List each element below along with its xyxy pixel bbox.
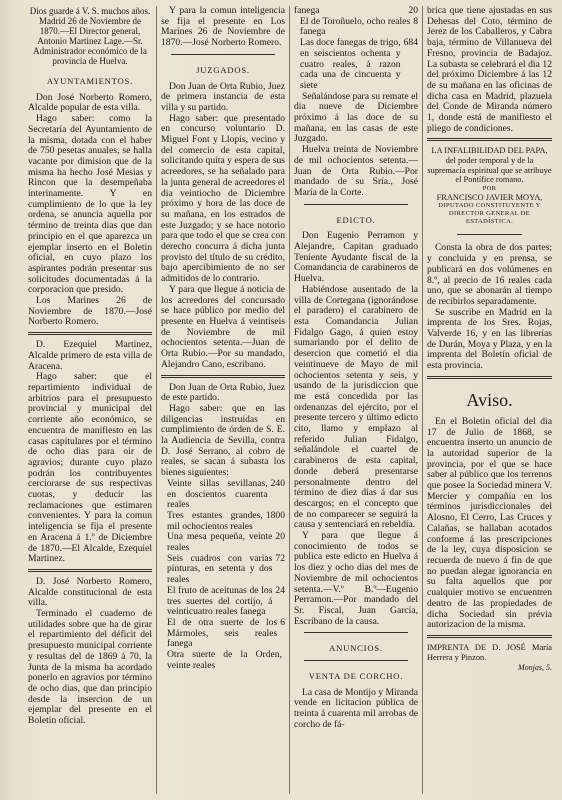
divider xyxy=(304,660,408,661)
column-3 xyxy=(290,6,423,794)
ad-body: Hago saber: que presentado en concurso voluntario D. Miguel Font y Llopis, vecino y del comercio de esta capital, solicitando quita y espera de sus acreedores, se ha señalado para la junta general de acreedores el dia veintiocho de Diciembre próximo y hora de las doce de su mañana, en los estrados de este Juzgado; y se hace notorio para que todo el que se crea con derecho concurra á dicha junta provisto del título de su crédito, bajo apercibimiento de no ser admitidos de lo contrario. xyxy=(161,112,285,285)
section-heading-anuncios: ANUNCIOS. xyxy=(329,643,383,654)
auction-item: Las doce fanegas de trigo, en seiscientos ochenta y cuatro reales, á razon cada una de cincuenta y siete 684 xyxy=(300,37,418,91)
ad-body: Consta la obra de dos partes; y concluida y en prensa, se publicará en dos volúmenes en 8.º, al precio de 16 reales cada uno, que se abonarán al tiempo de recibirlos separadamente. xyxy=(427,242,552,307)
book-by: POR xyxy=(482,184,497,192)
ad-body: Se suscribe en Madrid en la imprenta de los Sres. Rojas, Valverde 16, y en las librerías de Durán, Moya y Plaza, y en la imprenta del Boletín oficial de esta provincia. xyxy=(427,306,552,372)
auction-item: El fruto de aceitunas de los tres suertes del cortijo, á veinticuatro reales fanega 24 xyxy=(167,584,285,618)
auction-item: Otra suerte de la Orden, veinte reales xyxy=(167,649,282,671)
ad-body: Terminado el cuaderno de utilidades sobre que ha de girar el repartimiento del déficit del presupuesto municipal corriente y resultas del de 1869 á 70, la Junta de la misma ha acordado ponerlo en agravios por término de ocho dias, que dan principio desde la insercion de un ejemplar del presente en el Boletin oficial. xyxy=(28,608,152,727)
column-4 xyxy=(423,6,556,794)
column-2 xyxy=(157,6,290,794)
divider xyxy=(427,376,552,379)
book-subtitle: del poder temporal y de la supremacía espiritual que se atribuye el Pontífice romano. xyxy=(427,156,552,185)
ad-body: Señalándose para su remate el dia nueve de Diciembre próximo á las doce de su mañana, en las casas de este Juzgado. xyxy=(294,90,418,145)
ad-title: D. José Norberto Romero, Alcalde constitucional de esta villa. xyxy=(28,575,152,609)
divider xyxy=(304,204,408,205)
divider xyxy=(427,635,552,638)
ad-body: Hago saber: como la Secretaría del Ayuntamiento de la misma, dotada con el haber de 750 pesetas anuales, se halla vacante por dimision que de la misma ha hecho José Mesias y Rincon que la desempeñaba interinamente. Y en cumplimiento de lo que la ley ordena, se anuncia aquella por término de treinta dias que dan principio en el que aparezca un ejemplar inserto en el Boletin oficial, en cuyo plazo los aspirantes podrán presentar sus solicitudes documentadas á la corporacion que presido. xyxy=(28,113,152,296)
printer-address: Monjas, 5. xyxy=(518,662,552,672)
ad-body: Hago saber: que el repartimiento individual de arbitrios para el presupuesto provincial y municipal del corriente año económico, se encuentra de manifiesto en las casas capitulares por el término de ocho dias para oir de agravios; durante cuyo plazo podrán los contribuyentes cerciorarse de sus respectivas cuotas, y deducir las reclamaciones que estimaren convenientes. Y para la comun inteligencia se fija el presente en Aracena á 1.º de Diciembre de 1870.—El Alcalde, Ezequiel Martinez. xyxy=(28,371,152,565)
ad-signature: Los Marines 26 de Noviembre de 1870.—José Norberto Romero. xyxy=(28,295,152,328)
section-heading-ayuntamientos: AYUNTAMIENTOS. xyxy=(46,76,134,86)
ad-continuation: brica que tiene ajustadas en sus Dehesas del Coto, término de Jerez de los Caballeros, y Cabra baja, término de Villanueva del Fresno, provincia de Badajoz. La subasta se celebrará el dia 12 del próximo Diciembre á las 12 de su mañana en las oficinas de dicha casa en Madrid, plazuela del Conde de Miranda número 1, donde está de manifiesto el pliego de condiciones. xyxy=(427,6,552,134)
divider xyxy=(28,569,152,572)
divider xyxy=(28,332,152,335)
section-heading-venta: VENTA DE CORCHO. xyxy=(308,671,404,682)
divider xyxy=(427,138,552,141)
ad-title: Don Juan de Orta Rubio, Juez de primera instancia de esta villa y su partido. xyxy=(161,80,285,113)
aviso-heading: Aviso. xyxy=(466,389,513,410)
ad-body: Habiéndose ausentado de la villa de Cortegana (ignorándose el paradero) el carabinero de esta Comandancia Julian Fidalgo Gago, á quien estoy sumariando por el delito de desercion que cometió el dia veintinueve de Mayo de mil ochocientos setenta y seis, y usando de la jurisdiccion que me está concedida por las ordenanzas del ejército, por el presente tercero y último edicto cito, llamo y emplazo al referido Julian Fidalgo, señalándole el cuartel de carabineros de esta capital, donde deberá presentarse personalmente dentro del término de diez dias á dar sus descargos; en el concepto que de no comparecer se seguirá la causa y sentenciará en rebeldía. xyxy=(294,283,418,531)
ad-body: La casa de Montijo y Miranda vende en licitacion pública de treinta á cuarenta mil arrobas de corcho de fá- xyxy=(294,686,418,730)
ad-continuation: Y para la comun inteligencia se fija el presente en Los Marines 26 de Noviembre de 1870.—José Norberto Romero. xyxy=(161,6,285,49)
divider xyxy=(161,375,285,378)
column-1 xyxy=(24,6,157,794)
book-title: LA INFALIBILIDAD DEL PAPA, xyxy=(431,146,548,156)
ad-signature: Y para que llegue á conocimiento de todos se publica este edicto en Huelva á los diez y ocho dias del mes de Noviembre de mil ochocientos setenta.—V.º B.º—Eugenio Perramon.—Por mandado del Sr. Fiscal, Juan García, Escribano de la causa. xyxy=(294,530,418,627)
auction-item: El de otra suerte de los Mármoles, seis reales fanega 6 xyxy=(167,616,285,650)
auction-item: Veinte sillas sevillanas, en doscientos cuarenta reales 240 xyxy=(167,477,285,511)
columns xyxy=(24,6,556,794)
auction-item: fanega 20 xyxy=(294,6,418,16)
ad-title: Don Juan de Orta Rubio, Juez de este partido. xyxy=(161,381,285,404)
header-note: Dios guarde á V. S. muchos años. Madrid 26 de Noviembre de 1870.—El Director general, Antonio Martinez Lage.—Sr. Administrador económico de la provincia de Huelva. xyxy=(29,6,151,66)
divider xyxy=(457,234,522,235)
divider xyxy=(304,632,408,633)
ad-title: Don Eugenio Perramon y Alejandre, Capitan graduado Teniente Ayudante fiscal de la Comandancia de carabineros de Huelva. xyxy=(294,230,418,285)
ad-body: En el Boletin oficial del dia 17 de Julio de 1868, se encuentra inserto un anuncio de la autoridad superior de la provincia, por el que se hace saber al público que los terrenos que posee la Sociedad minera V. Mercier y compañía en los términos jurisdiccionales del Alosno, El Cerro, Las Cruces y Calañas, se hallaban acotados conforme á las prescripciones de la ley, cuya disposicion se recuerda de nuevo á fin de que no puedan alegar ignorancia en su falta aquellos que por cualquier motivo se encuentren dentro de las propiedades de dicha Sociedad sin prévia autorizacion de la misma. xyxy=(427,415,552,631)
ad-title: Don José Norberto Romero, Alcalde popular de esta villa. xyxy=(28,91,152,114)
auction-item: Seis cuadros con varias pinturas, en setenta y dos reales 72 xyxy=(167,552,285,586)
auction-item: Tres estantes grandes, mil ochocientos reales 1800 xyxy=(167,509,285,532)
divider xyxy=(171,54,275,55)
ad-body: Y para que llegue á noticia de los acreedores del concursado se hace público por medio del presente en Huelva á veintiseis de Noviembre de mil ochocientos setenta.—Juan de Orta Rubio.—Por su mandado, Alejandro Cano, escribano. xyxy=(161,283,285,370)
section-heading-juzgados: JUZGADOS. xyxy=(196,64,250,75)
section-heading-edicto: EDICTO. xyxy=(336,214,376,225)
auction-item: El de Toroñuelo, ocho reales fanega 8 xyxy=(300,15,418,38)
book-author-role: DIPUTADO CONSTITUYENTE Y DIRECTOR GENERAL DE ESTADÍSTICA. xyxy=(438,202,541,226)
auction-item: Una mesa pequeña, veinte reales 20 xyxy=(167,531,285,554)
ad-signature: Huelva treinta de Noviembre de mil ochocientos setenta.—Juan de Orta Rubio.—Por mandado de su Sría., José María de la Corte. xyxy=(294,144,418,198)
ad-body: Hago saber: que en las diligencias instruidas en cumplimiento de órden de S. E. la Audiencia de Sevilla, contra D. José Serrano, al cobro de reales, se sacan á subasta los bienes siguientes: xyxy=(161,402,285,479)
printer-credit: IMPRENTA DE D. JOSÉ María Herrera y Pinzon. xyxy=(427,642,552,662)
book-author: FRANCISCO JAVIER MOYA, xyxy=(436,192,543,202)
ad-title: D. Ezequiel Martinez, Alcalde primero de esta villa de Aracena. xyxy=(28,339,152,372)
